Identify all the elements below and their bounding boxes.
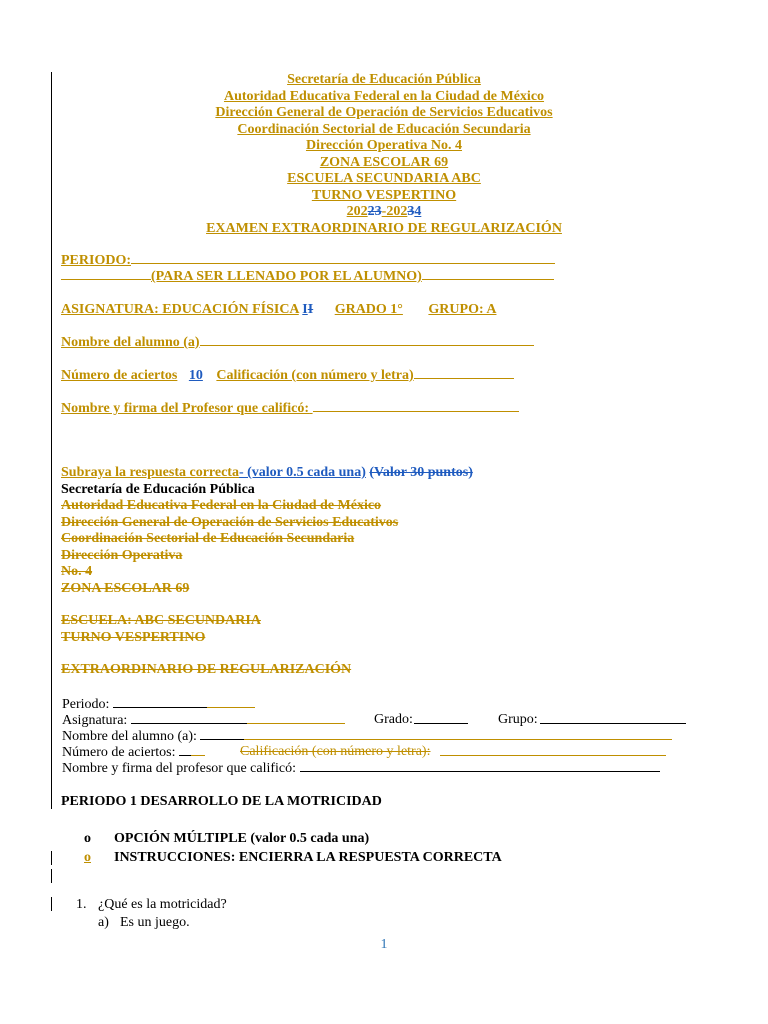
deleted-header-block: Autoridad Educativa Federal en la Ciudad de México Dirección General de Operación de Servicios Educativos Coordinación Sectorial de Educación Secundaria Dirección Operativa No. 4 ZONA ESCOLAR 69	[61, 498, 399, 596]
header-line: ESCUELA SECUNDARIA ABC	[287, 171, 481, 186]
subraya-instruction: Subraya la respuesta correcta- (valor 0.5 cada una) (Valor 30 puntos)	[61, 465, 473, 480]
header-line: Secretaría de Educación Pública	[287, 72, 481, 87]
old-nombre-row: Nombre del alumno (a):	[62, 728, 672, 744]
header-line: ZONA ESCOLAR 69	[319, 154, 449, 170]
asignatura-line: ASIGNATURA: EDUCACIÓN FÍSICA II GRADO 1° GRUPO: A	[61, 302, 497, 317]
header-line: Dirección General de Operación de Servicios Educativos	[215, 105, 553, 120]
question-1-option-a: a) Es un juego.	[98, 915, 190, 930]
old-asignatura-row: Asignatura: Grado: Grupo:	[62, 712, 672, 728]
page-number: 1	[380, 937, 388, 952]
periodo-line: PERIODO:	[61, 252, 555, 269]
nombre-alumno-line: Nombre del alumno (a)	[61, 334, 534, 351]
old-periodo-row: Periodo:	[62, 696, 672, 712]
deleted-school-block: ESCUELA: ABC SECUNDARIA TURNO VESPERTINO	[61, 613, 261, 645]
old-aciertos-row: Número de aciertos: Calificación (con número y letra):	[62, 744, 672, 760]
school-year: 20223-20234	[346, 204, 422, 219]
old-form	[62, 696, 672, 776]
section-title: PERIODO 1 DESARROLLO DE LA MOTRICIDAD	[61, 794, 382, 809]
old-sep-line: Secretaría de Educación Pública	[61, 482, 255, 497]
periodo-blank	[131, 252, 555, 264]
aciertos-line: Número de aciertos 10 Calificación (con número y letra)	[61, 367, 514, 384]
question-1: 1. ¿Qué es la motricidad?	[76, 897, 227, 912]
header-line: Autoridad Educativa Federal en la Ciudad de México	[223, 88, 545, 104]
document-header	[0, 72, 768, 237]
exam-title: EXAMEN EXTRAORDINARIO DE REGULARIZACIÓN	[206, 220, 562, 236]
nombre-alumno-blank	[200, 334, 534, 346]
firma-blank	[313, 400, 519, 412]
header-line: Coordinación Sectorial de Educación Secundaria	[237, 121, 531, 137]
deleted-extraordinario: EXTRAORDINARIO DE REGULARIZACIÓN	[61, 662, 352, 677]
calificacion-blank	[414, 367, 514, 379]
header-line: Dirección Operativa No. 4	[305, 138, 463, 153]
old-firma-row: Nombre y firma del profesor que calificó:	[62, 760, 672, 776]
periodo-note-line: (PARA SER LLENADO POR EL ALUMNO)	[61, 268, 554, 285]
bullet-instrucciones: o INSTRUCCIONES: ENCIERRA LA RESPUESTA CORRECTA	[84, 850, 502, 865]
change-bar	[51, 851, 52, 865]
firma-profesor-line: Nombre y firma del Profesor que calificó:	[61, 400, 519, 417]
change-bar	[51, 897, 52, 911]
bullet-opcion-multiple: o OPCIÓN MÚLTIPLE (valor 0.5 cada una)	[84, 831, 370, 846]
periodo-note-blank	[61, 268, 151, 280]
header-line: TURNO VESPERTINO	[311, 187, 457, 203]
change-bar	[51, 869, 52, 883]
